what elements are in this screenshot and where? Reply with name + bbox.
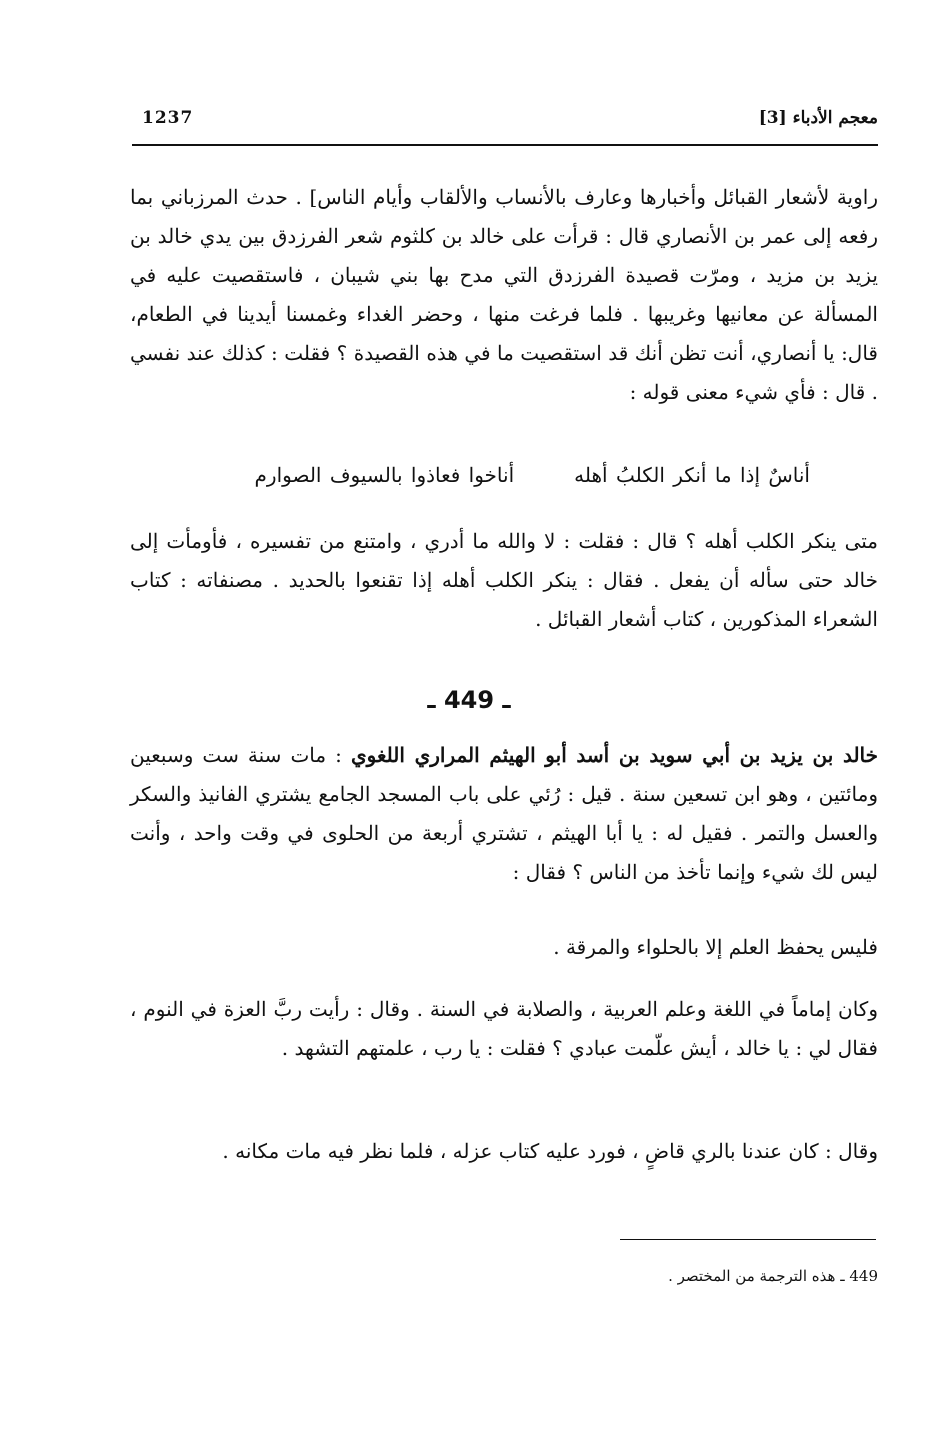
- paragraph-text: فليس يحفظ العلم إلا بالحلواء والمرقة .: [553, 935, 878, 959]
- verse-hemistich-first: أناسٌ إذا ما أنكر الكلبُ أهله: [574, 463, 810, 487]
- verse-hemistich-second: أناخوا فعاذوا بالسيوف الصوارم: [254, 463, 515, 487]
- section1-paragraph1: [130, 178, 878, 412]
- entry-paragraph3: [130, 990, 878, 1068]
- section1-paragraph2: [130, 522, 878, 639]
- paragraph-text: متى ينكر الكلب أهله ؟ قال : فقلت : لا والله ما أدري ، وامتنع من تفسيره ، فأومأت إلى خالد حتى سأله أن يفعل . فقال : ينكر الكلب أهله إذا تقنعوا بالحديد . مصنفاته : كتاب الشعراء المذكورين ، كتاب أشعار القبائل .: [130, 529, 878, 631]
- header-rule: [132, 144, 878, 146]
- footnote: 449 ـ هذه الترجمة من المختصر .: [668, 1267, 878, 1285]
- verse-line: [130, 456, 810, 494]
- running-header: [130, 100, 878, 138]
- running-title: معجم الأدباء [3]: [758, 108, 878, 128]
- entry-number: ـ 449 ـ: [427, 686, 511, 714]
- paragraph-text: راوية لأشعار القبائل وأخبارها وعارف بالأنساب والألقاب وأيام الناس] . حدث المرزباني بما رفعه إلى عمر بن الأنصاري قال : قرأت على خالد بن كلثوم شعر الفرزدق بين يدي خالد بن يزيد بن مزيد ، ومرّت قصيدة الفرزدق التي مدح بها بني شيبان ، فاستقصيت عليه في المسألة عن معانيها وغريبها . فلما فرغت منها ، وحضر الغداء وغمسنا أيدينا في الطعام، قال: يا أنصاري، أنت تظن أنك قد استقصيت ما في هذه القصيدة ؟ فقلت : كذلك عند نفسي . قال : فأي شيء معنى قوله :: [130, 185, 878, 404]
- paragraph-text: وكان إماماً في اللغة وعلم العربية ، والصلابة في السنة . وقال : رأيت ربَّ العزة في النوم ، فقال لي : يا خالد ، أيش علّمت عبادي ؟ فقلت : يا رب ، علمتهم التشهد .: [130, 997, 878, 1060]
- entry-paragraph4: [130, 1132, 878, 1171]
- entry-text: : مات سنة ست وسبعين ومائتين ، وهو ابن تسعين سنة . قيل : رُئي على باب المسجد الجامع يشتري الفانيذ والسكر والعسل والتمر . فقيل له : يا أبا الهيثم ، تشتري أربعة من الحلوى في وقت واحد ، وأنت ليس لك شيء وإنما تأخذ من الناس ؟ فقال :: [130, 743, 878, 884]
- entry-name: خالد بن يزيد بن أبي سويد بن أسد أبو الهيثم المراري اللغوي: [351, 743, 878, 767]
- page-number: 1237: [142, 108, 194, 128]
- entry-paragraph1: [130, 736, 878, 892]
- paragraph-text: وقال : كان عندنا بالري قاضٍ ، فورد عليه كتاب عزله ، فلما نظر فيه مات مكانه .: [222, 1139, 878, 1163]
- entry-line2: [130, 928, 878, 967]
- footnote-rule: [620, 1239, 876, 1240]
